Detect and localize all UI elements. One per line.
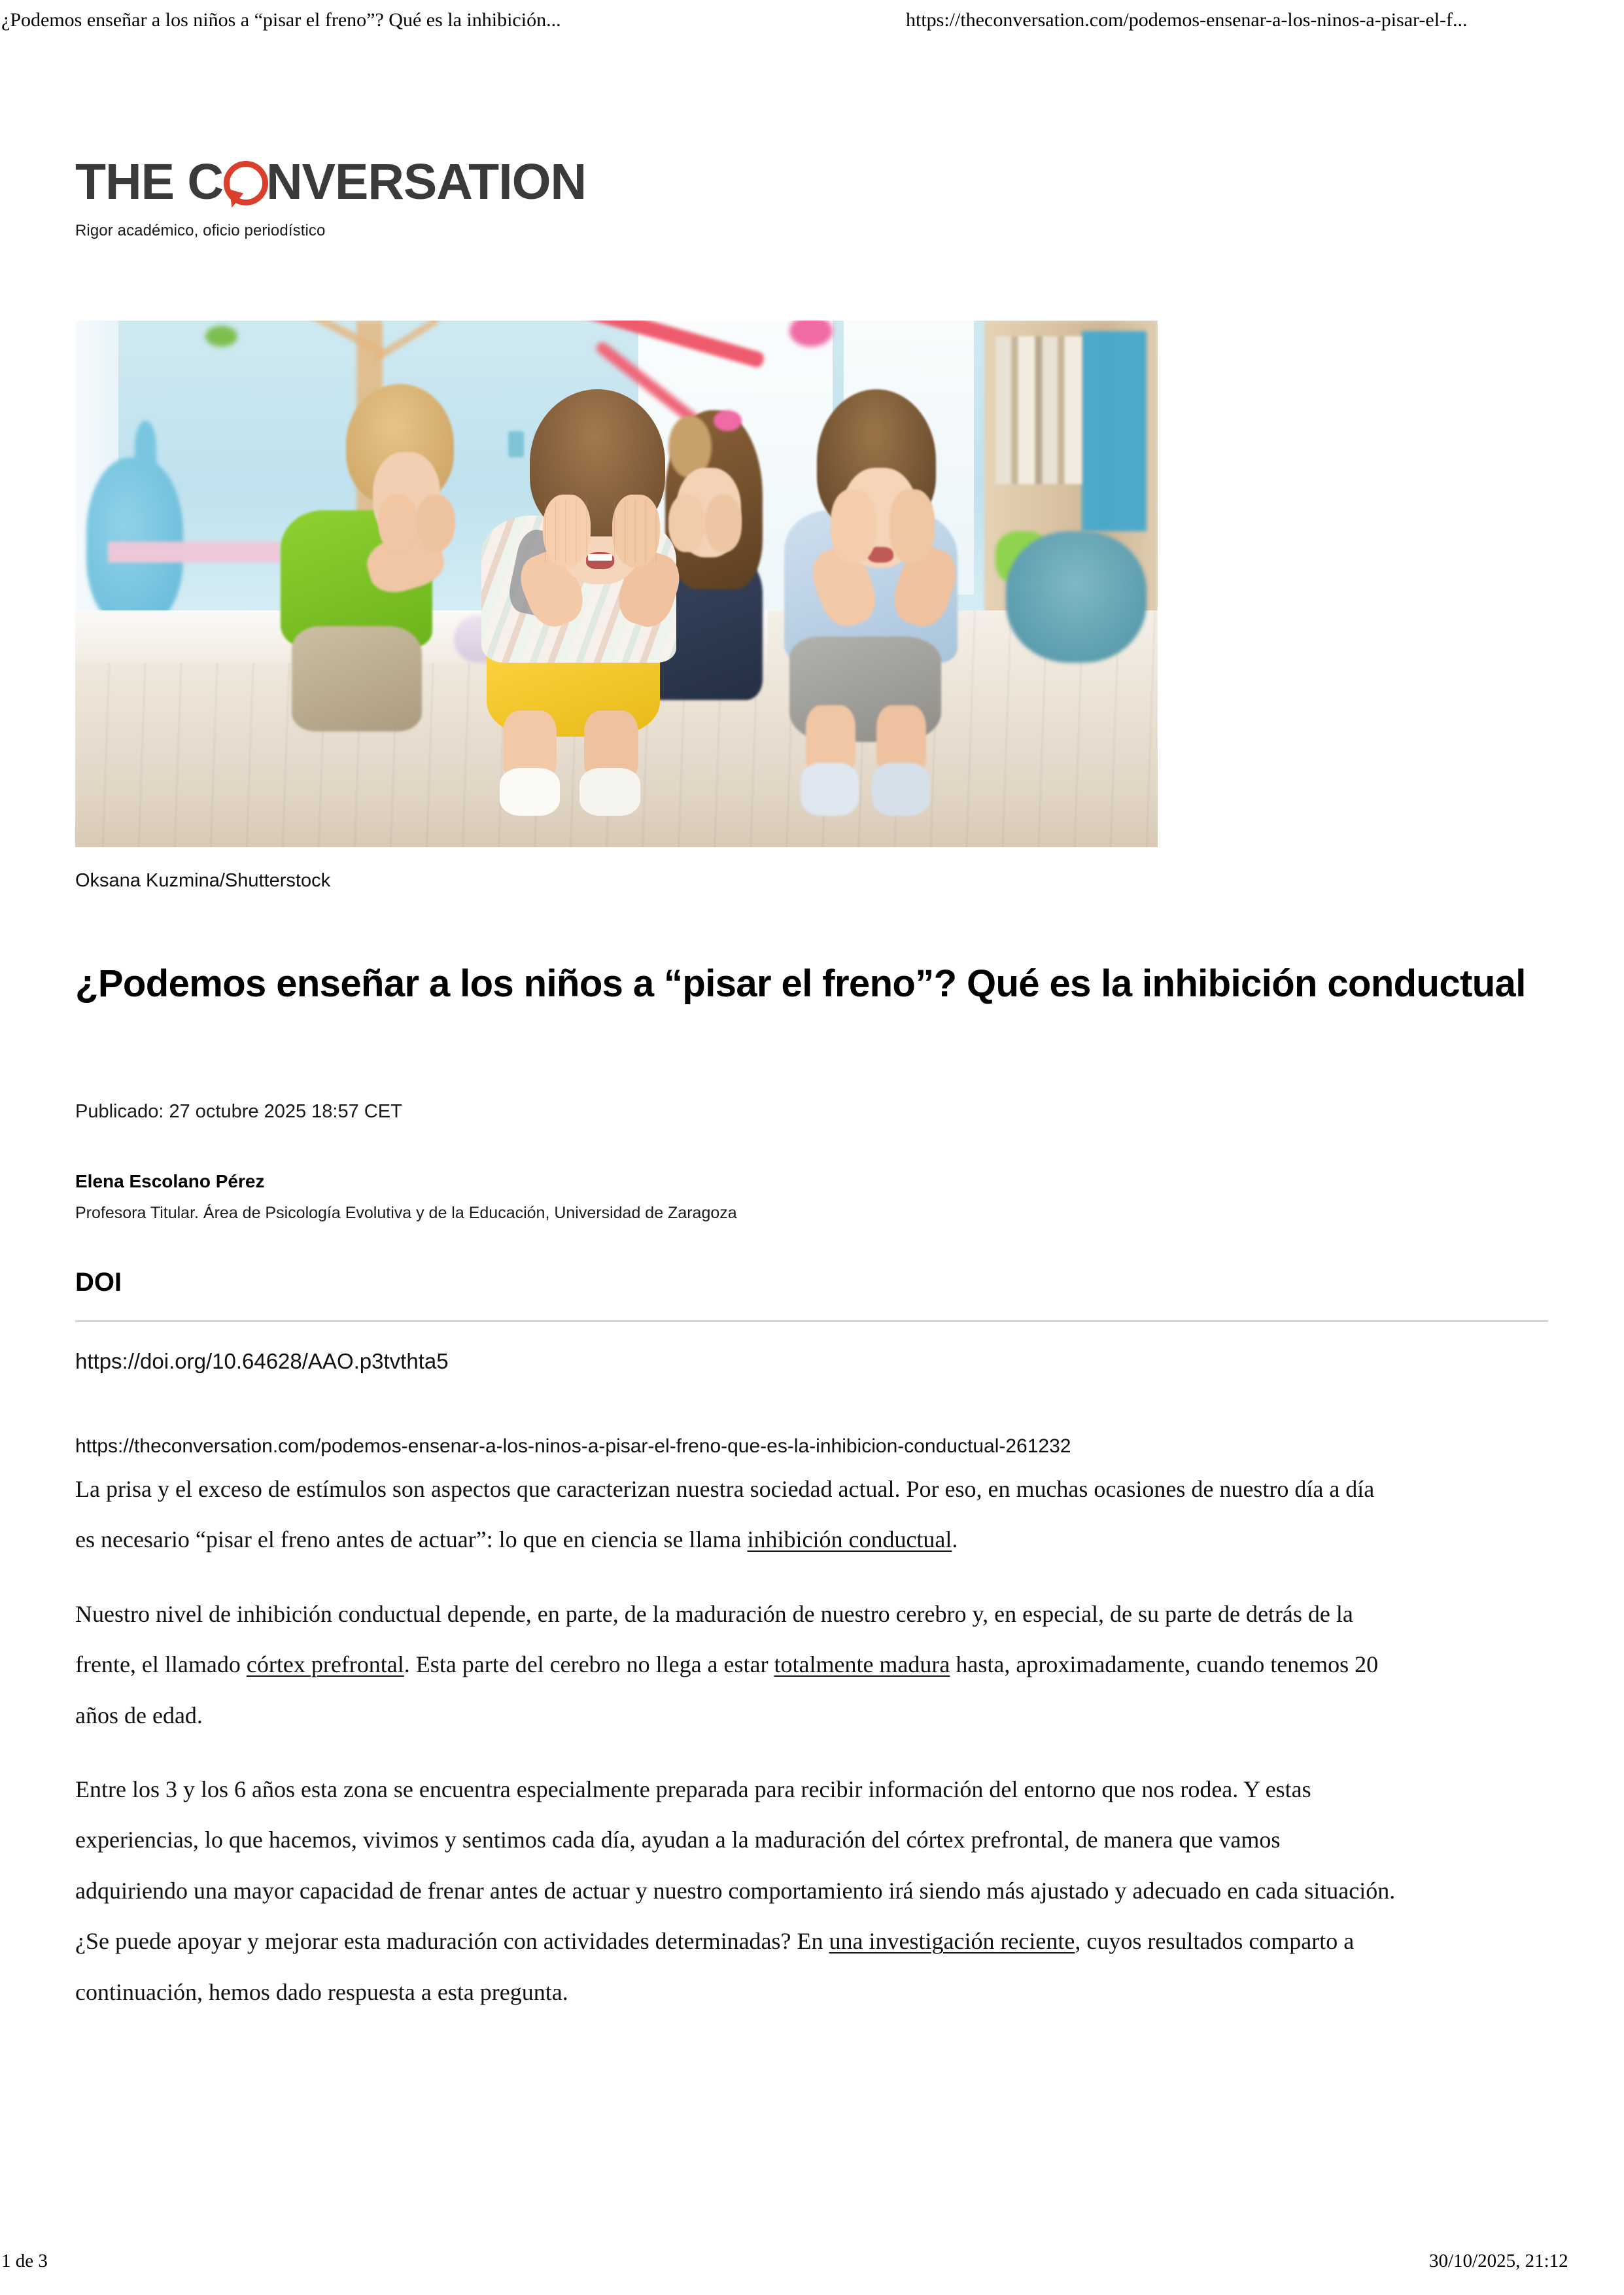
photo-books [995, 336, 1082, 483]
article-text-run: La prisa y el exceso de estímulos son aspectos que caracterizan nuestra sociedad actual. Por eso, en muchas ocasiones de nuestro día a día es necesario “pisar el freno antes de actuar”: lo que en ciencia se llama [75, 1476, 1375, 1553]
article-text-run: . [952, 1526, 958, 1553]
doi-link[interactable]: https://doi.org/10.64628/AAO.p3tvthta5 [75, 1349, 449, 1373]
article-text-run: , cuyos resultados comparto a continuación, hemos dado respuesta a esta pregunta. [75, 1928, 1355, 2005]
article-text-run: Nuestro nivel de inhibición conductual depende, en parte, de la maduración de nuestro cerebro y, en especial, de su parte de detrás de la frente, el llamado [75, 1600, 1353, 1678]
photo-child-front-fingers-right [614, 500, 657, 563]
article-inline-link[interactable]: inhibición conductual [747, 1526, 952, 1553]
article-paragraph [75, 1464, 1396, 1566]
photo-credit: Oksana Kuzmina/Shutterstock [75, 870, 331, 891]
speech-bubble-icon [224, 161, 266, 203]
article-inline-link[interactable]: totalmente madura [774, 1651, 950, 1678]
article-text-run: . Esta parte del cerebro no llega a estar [404, 1651, 774, 1678]
photo-pink-shelf [108, 542, 281, 563]
photo-child-front-teeth [588, 554, 612, 561]
masthead [75, 154, 1161, 240]
photo-teal-beanbag [1006, 531, 1147, 663]
print-header-document-title: ¿Podemos enseñar a los niños a “pisar el freno”? Qué es la inhibición... [1, 9, 561, 31]
author-name[interactable]: Elena Escolano Pérez [75, 1171, 265, 1191]
photo-child-girl-hand-left [668, 495, 705, 553]
footer-printed-timestamp: 30/10/2025, 21:12 [1429, 2251, 1568, 2271]
photo-child-green-shirt-pants [292, 626, 422, 731]
photo-blue-toy-ear [135, 421, 156, 474]
article-inline-link[interactable]: una investigación reciente [829, 1928, 1075, 1955]
print-header-document-url: https://theconversation.com/podemos-ensenar-a-los-ninos-a-pisar-el-f... [906, 9, 1468, 31]
photo-child-blue-shirt-hand-right [890, 489, 935, 563]
footer-page-indicator: 1 de 3 [1, 2251, 48, 2271]
author-affiliation: Profesora Titular. Área de Psicología Evolutiva y de la Educación, Universidad de Zaragoza [75, 1204, 737, 1222]
article-paragraph [75, 1764, 1396, 2018]
photo-child-green-shirt-hand-right [416, 495, 455, 553]
article-url[interactable]: https://theconversation.com/podemos-ensenar-a-los-ninos-a-pisar-el-freno-que-es-la-inhibicion-conductual-261232 [75, 1435, 1071, 1457]
article-paragraph [75, 1589, 1396, 1741]
hero-photo-scene [75, 321, 1158, 847]
photo-child-front-sock-right [579, 768, 640, 815]
photo-blue-panel [1082, 331, 1147, 531]
photo-child-girl-hand-right [705, 495, 742, 553]
the-conversation-logo[interactable] [75, 154, 587, 210]
article-text-run: hasta, aproximadamente, cuando tenemos 20 años de edad. [75, 1651, 1379, 1728]
hero-photo [75, 321, 1158, 847]
article-body [75, 1464, 1396, 2041]
page-title: ¿Podemos enseñar a los niños a “pisar el freno”? Qué es la inhibición conductual [75, 962, 1526, 1005]
photo-child-front-fingers-left [545, 500, 588, 563]
logo-text-left: THE C [75, 154, 223, 210]
doi-divider [75, 1320, 1548, 1322]
photo-child-blue-shirt-sock-left [801, 763, 859, 816]
photo-child-blue-shirt-sock-right [872, 763, 930, 816]
doi-heading: DOI [75, 1268, 122, 1297]
page-content [75, 0, 1619, 2295]
article-inline-link[interactable]: córtex prefrontal [246, 1651, 404, 1678]
article-text-run: Entre los 3 y los 6 años esta zona se encuentra especialmente preparada para recibir información del entorno que nos rodea. Y estas experiencias, lo que hacemos, vivimos y sentimos cada día, ayudan a la maduración del córtex prefrontal, de manera que vamos adquiriendo una mayor capacidad de frenar antes de actuar y nuestro comportamiento irá siendo más ajustado y adecuado en cada situación. ¿Se puede apoyar y mejorar esta maduración con actividades determinadas? En [75, 1776, 1396, 1955]
published-date: Publicado: 27 octubre 2025 18:57 CET [75, 1101, 402, 1122]
photo-child-front-sock-left [500, 768, 561, 815]
photo-child-green-shirt-hand-left [378, 495, 417, 553]
masthead-tagline: Rigor académico, oficio periodístico [75, 222, 326, 239]
logo-text-right: NVERSATION [266, 154, 587, 210]
photo-child-blue-shirt-hand-left [831, 489, 876, 563]
